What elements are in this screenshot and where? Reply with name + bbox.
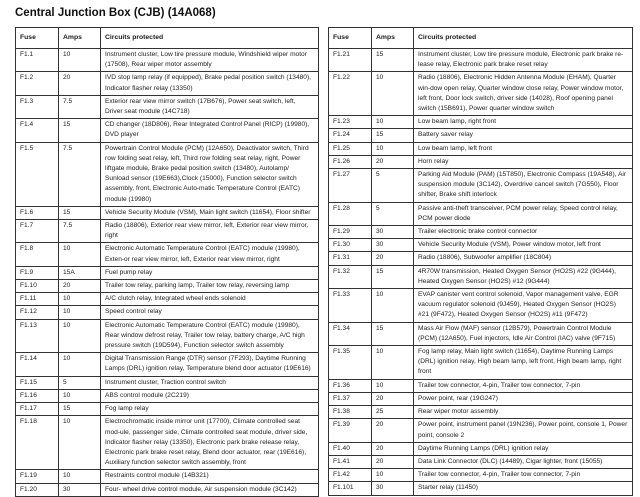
table-row (329, 265, 633, 288)
circuits-cell: A/C clutch relay, Integrated wheel ends solenoid (101, 293, 319, 306)
fuse-cell: F1.21 (329, 49, 372, 72)
table-row (16, 483, 319, 496)
fuse-cell: F1.101 (329, 482, 372, 495)
circuits-cell: Trailer tow relay, parking lamp, Trailer tow relay, reversing lamp (101, 280, 319, 293)
amps-cell: 5 (372, 169, 414, 203)
table-row (16, 49, 319, 72)
table-row (329, 379, 633, 392)
table-row (329, 49, 633, 72)
table-row (16, 319, 319, 353)
amps-cell: 20 (59, 72, 101, 95)
table-header-row (16, 28, 319, 49)
table-row (16, 243, 319, 266)
fuse-cell: F1.3 (16, 95, 59, 118)
fuse-cell: F1.16 (16, 389, 59, 402)
fuse-cell: F1.29 (329, 226, 372, 239)
circuits-cell: Exterior rear view mirror switch (17B676), Power seat switch, left, Driver seat module (14C718) (101, 95, 319, 118)
circuits-cell: Trailer tow connector, 4-pin, Trailer tow connector, 7-pin (414, 379, 633, 392)
amps-cell: 15 (59, 403, 101, 416)
circuits-cell: Four- wheel drive control module, Air suspension module (3C142) (101, 483, 319, 496)
amps-cell: 20 (372, 442, 414, 455)
fuse-cell: F1.19 (16, 470, 59, 483)
circuits-cell: Electronic Automatic Temperature Control (EATC) module (19980), Rear window defrost relay, Trailer tow relay, battery charge, A/C high pressure switch (19D594), Function selector switch assembly (101, 319, 319, 353)
circuits-cell: Parking Aid Module (PAM) (15T850), Electronic Compass (19A548), Air suspension module (3C142), Overdrive cancel switch (7G550), Floor shifter, Brake shift interlock (414, 169, 633, 203)
amps-cell: 10 (372, 142, 414, 155)
circuits-cell: Instrument cluster, Traction control switch (101, 376, 319, 389)
circuits-cell: Powertrain Control Module (PCM) (12A650), Deactivator switch, Third row folding seat relay, left, Third row folding seat relay, right, Power liftgate module, Brake pedal position switch (13480), Autolamp/ Sunload sensor (19E663),Clock (15000), Function selector switch assembly, front, Electronic Auto-matic Temperature Control (EATC) module (19980) (101, 142, 319, 206)
table-header-row (329, 28, 633, 49)
amps-cell: 15 (372, 322, 414, 345)
table-row (16, 403, 319, 416)
amps-cell: 20 (372, 455, 414, 468)
header-amps: Amps (59, 28, 101, 49)
fuse-cell: F1.35 (329, 346, 372, 380)
amps-cell: 15 (59, 119, 101, 142)
amps-cell: 20 (59, 280, 101, 293)
circuits-cell: Daytime Running Lamps (DRL) ignition relay (414, 442, 633, 455)
amps-cell: 15 (372, 49, 414, 72)
fuse-cell: F1.41 (329, 455, 372, 468)
fuse-cell: F1.5 (16, 142, 59, 206)
amps-cell: 10 (372, 72, 414, 116)
table-row (16, 72, 319, 95)
fuse-cell: F1.38 (329, 406, 372, 419)
fuse-cell: F1.15 (16, 376, 59, 389)
amps-cell: 10 (372, 346, 414, 380)
amps-cell: 10 (59, 243, 101, 266)
table-row (329, 346, 633, 380)
fuse-cell: F1.13 (16, 319, 59, 353)
amps-cell: 10 (59, 353, 101, 376)
fuse-cell: F1.28 (329, 202, 372, 225)
table-row (16, 389, 319, 402)
table-row (16, 142, 319, 206)
amps-cell: 15 (59, 206, 101, 219)
circuits-cell: Electrochromatic inside mirror unit (17700), Climate controlled seat mod-ule, passenger side, Climate controlled seat module, driver side, Indicator flasher relay (13350), Electronic park brake release relay, Electronic park brake reset relay, Blend door actuator, rear (19E616), Auxiliary function selector switch assembly, front (101, 416, 319, 470)
fuse-cell: F1.17 (16, 403, 59, 416)
amps-cell: 15 (372, 265, 414, 288)
table-row (329, 482, 633, 495)
table-row (329, 202, 633, 225)
amps-cell: 20 (372, 392, 414, 405)
table-row (329, 72, 633, 116)
fuse-cell: F1.24 (329, 129, 372, 142)
amps-cell: 10 (59, 49, 101, 72)
circuits-cell: IVD stop lamp relay (if equipped), Brake pedal position switch (13480), Indicator flasher relay (13350) (101, 72, 319, 95)
fuse-cell: F1.2 (16, 72, 59, 95)
amps-cell: 30 (59, 483, 101, 496)
header-amps: Amps (372, 28, 414, 49)
circuits-cell: Radio (18806), Subwoofer amplifier (18C804) (414, 252, 633, 265)
circuits-cell: ABS control module (2C219) (101, 389, 319, 402)
circuits-cell: Restraints control module (14B321) (101, 470, 319, 483)
circuits-cell: Data Link Connector (DLC) (14489), Cigar lighter, front (15055) (414, 455, 633, 468)
table-row (16, 470, 319, 483)
fuse-cell: F1.23 (329, 116, 372, 129)
fuse-table-left (15, 27, 319, 497)
circuits-cell: Digital Transmission Range (DTR) sensor (7F293), Daytime Running Lamps (DRL) ignition relay, Temperature blend door actuator (19E616) (101, 353, 319, 376)
fuse-cell: F1.14 (16, 353, 59, 376)
fuse-cell: F1.40 (329, 442, 372, 455)
circuits-cell: Instrument cluster, Low tire pressure module, Windshield wiper motor (17508), Rear wiper motor assembly (101, 49, 319, 72)
header-fuse: Fuse (329, 28, 372, 49)
table-row (16, 376, 319, 389)
amps-cell: 5 (59, 376, 101, 389)
circuits-cell: Speed control relay (101, 306, 319, 319)
circuits-cell: Power point, rear (19G247) (414, 392, 633, 405)
circuits-cell: Radio (18806), Exterior rear view mirror, left, Exterior rear view mirror, right (101, 220, 319, 243)
fuse-cell: F1.7 (16, 220, 59, 243)
amps-cell: 5 (372, 202, 414, 225)
circuits-cell: Vehicle Security Module (VSM), Power window motor, left front (414, 239, 633, 252)
amps-cell: 15A (59, 266, 101, 279)
header-fuse: Fuse (16, 28, 59, 49)
circuits-cell: Low beam lamp, left front (414, 142, 633, 155)
amps-cell: 10 (372, 289, 414, 323)
table-row (329, 142, 633, 155)
table-row (329, 155, 633, 168)
circuits-cell: Low beam lamp, right front (414, 116, 633, 129)
table-row (329, 226, 633, 239)
circuits-cell: Battery saver relay (414, 129, 633, 142)
amps-cell: 10 (372, 116, 414, 129)
circuits-cell: Electronic Automatic Temperature Control (EATC) module (19980), Exten-or rear view mirror, left, Exterior rear view mirror, right (101, 243, 319, 266)
fuse-cell: F1.36 (329, 379, 372, 392)
amps-cell: 10 (59, 319, 101, 353)
fuse-cell: F1.25 (329, 142, 372, 155)
header-circuits: Circuits protected (414, 28, 633, 49)
amps-cell: 10 (372, 379, 414, 392)
amps-cell: 20 (372, 419, 414, 442)
table-row (16, 293, 319, 306)
fuse-cell: F1.8 (16, 243, 59, 266)
table-row (329, 406, 633, 419)
amps-cell: 15 (372, 129, 414, 142)
fuse-cell: F1.22 (329, 72, 372, 116)
fuse-cell: F1.39 (329, 419, 372, 442)
table-row (16, 206, 319, 219)
circuits-cell: 4R70W transmission, Heated Oxygen Sensor (HO2S) #22 (9G444), Heated Oxygen Sensor (HO2S) #12 (9G444) (414, 265, 633, 288)
table-row (16, 119, 319, 142)
table-row (16, 95, 319, 118)
amps-cell: 10 (59, 293, 101, 306)
fuse-cell: F1.31 (329, 252, 372, 265)
circuits-cell: Starter relay (11450) (414, 482, 633, 495)
table-row (329, 442, 633, 455)
table-row (329, 455, 633, 468)
table-row (16, 220, 319, 243)
circuits-cell: Instrument cluster, Low tire pressure module, Electronic park brake re-lease relay, Electronic park brake reset relay (414, 49, 633, 72)
fuse-cell: F1.4 (16, 119, 59, 142)
circuits-cell: Trailer electronic brake control connector (414, 226, 633, 239)
amps-cell: 30 (372, 482, 414, 495)
amps-cell: 20 (372, 155, 414, 168)
circuits-cell: Radio (18806), Electronic Hidden Antenna Module (EHAM), Quarter win-dow open relay, Quarter window close relay, Power window motor, left front, Door lock switch, driver side (14028), Roof opening panel switch (15B691), Power quarter window switch (414, 72, 633, 116)
circuits-cell: EVAP canister vent control solenoid, Vapor management valve, EGR vacuum regulator solenoid (9J459), Heated Oxygen Sensor (HO2S) #21 (9F472), Heated Oxygen Sensor (HO2S) #11 (9F472) (414, 289, 633, 323)
circuits-cell: Rear wiper motor assembly (414, 406, 633, 419)
table-row (16, 416, 319, 470)
table-row (329, 116, 633, 129)
table-row (329, 322, 633, 345)
table-row (329, 239, 633, 252)
fuse-cell: F1.10 (16, 280, 59, 293)
amps-cell: 25 (372, 406, 414, 419)
table-row (329, 419, 633, 442)
fuse-cell: F1.42 (329, 469, 372, 482)
amps-cell: 7.5 (59, 142, 101, 206)
table-row (16, 353, 319, 376)
fuse-cell: F1.1 (16, 49, 59, 72)
circuits-cell: CD changer (18D806), Rear Integrated Control Panel (RICP) (19980), DVD player (101, 119, 319, 142)
fuse-cell: F1.6 (16, 206, 59, 219)
fuse-cell: F1.20 (16, 483, 59, 496)
table-row (16, 280, 319, 293)
amps-cell: 7.5 (59, 220, 101, 243)
table-row (329, 289, 633, 323)
fuse-cell: F1.26 (329, 155, 372, 168)
circuits-cell: Horn relay (414, 155, 633, 168)
fuse-cell: F1.34 (329, 322, 372, 345)
circuits-cell: Mass Air Flow (MAF) sensor (12B579), Powertrain Control Module (PCM) (12A650), Fuel injectors, Idle Air Control (IAC) valve (9F715) (414, 322, 633, 345)
amps-cell: 10 (59, 389, 101, 402)
amps-cell: 10 (59, 416, 101, 470)
header-circuits: Circuits protected (101, 28, 319, 49)
fuse-cell: F1.30 (329, 239, 372, 252)
fuse-cell: F1.18 (16, 416, 59, 470)
circuits-cell: Power point, instrument panel (19N236), Power point, console 1, Power point, console 2 (414, 419, 633, 442)
amps-cell: 10 (59, 306, 101, 319)
circuits-cell: Fog lamp relay, Main light switch (11654), Daytime Running Lamps (DRL) ignition relay, High beam lamp, left front, High beam lamp, right front (414, 346, 633, 380)
circuits-cell: Passive anti-theft transceiver, PCM power relay, Speed control relay, PCM power diode (414, 202, 633, 225)
amps-cell: 7.5 (59, 95, 101, 118)
amps-cell: 20 (372, 252, 414, 265)
table-row (329, 252, 633, 265)
amps-cell: 30 (372, 226, 414, 239)
amps-cell: 10 (59, 470, 101, 483)
fuse-cell: F1.32 (329, 265, 372, 288)
fuse-cell: F1.12 (16, 306, 59, 319)
circuits-cell: Trailer tow connector, 4-pin, Trailer tow connector, 7-pin (414, 469, 633, 482)
page-title: Central Junction Box (CJB) (14A068) (15, 7, 216, 19)
amps-cell: 30 (372, 239, 414, 252)
fuse-cell: F1.33 (329, 289, 372, 323)
table-row (16, 306, 319, 319)
circuits-cell: Vehicle Security Module (VSM), Main light switch (11654), Floor shifter (101, 206, 319, 219)
table-row (329, 129, 633, 142)
fuse-cell: F1.9 (16, 266, 59, 279)
amps-cell: 10 (372, 469, 414, 482)
circuits-cell: Fog lamp relay (101, 403, 319, 416)
fuse-cell: F1.11 (16, 293, 59, 306)
table-row (16, 266, 319, 279)
table-row (329, 392, 633, 405)
table-row (329, 169, 633, 203)
fuse-table-right (328, 27, 633, 496)
fuse-cell: F1.27 (329, 169, 372, 203)
fuse-cell: F1.37 (329, 392, 372, 405)
circuits-cell: Fuel pump relay (101, 266, 319, 279)
